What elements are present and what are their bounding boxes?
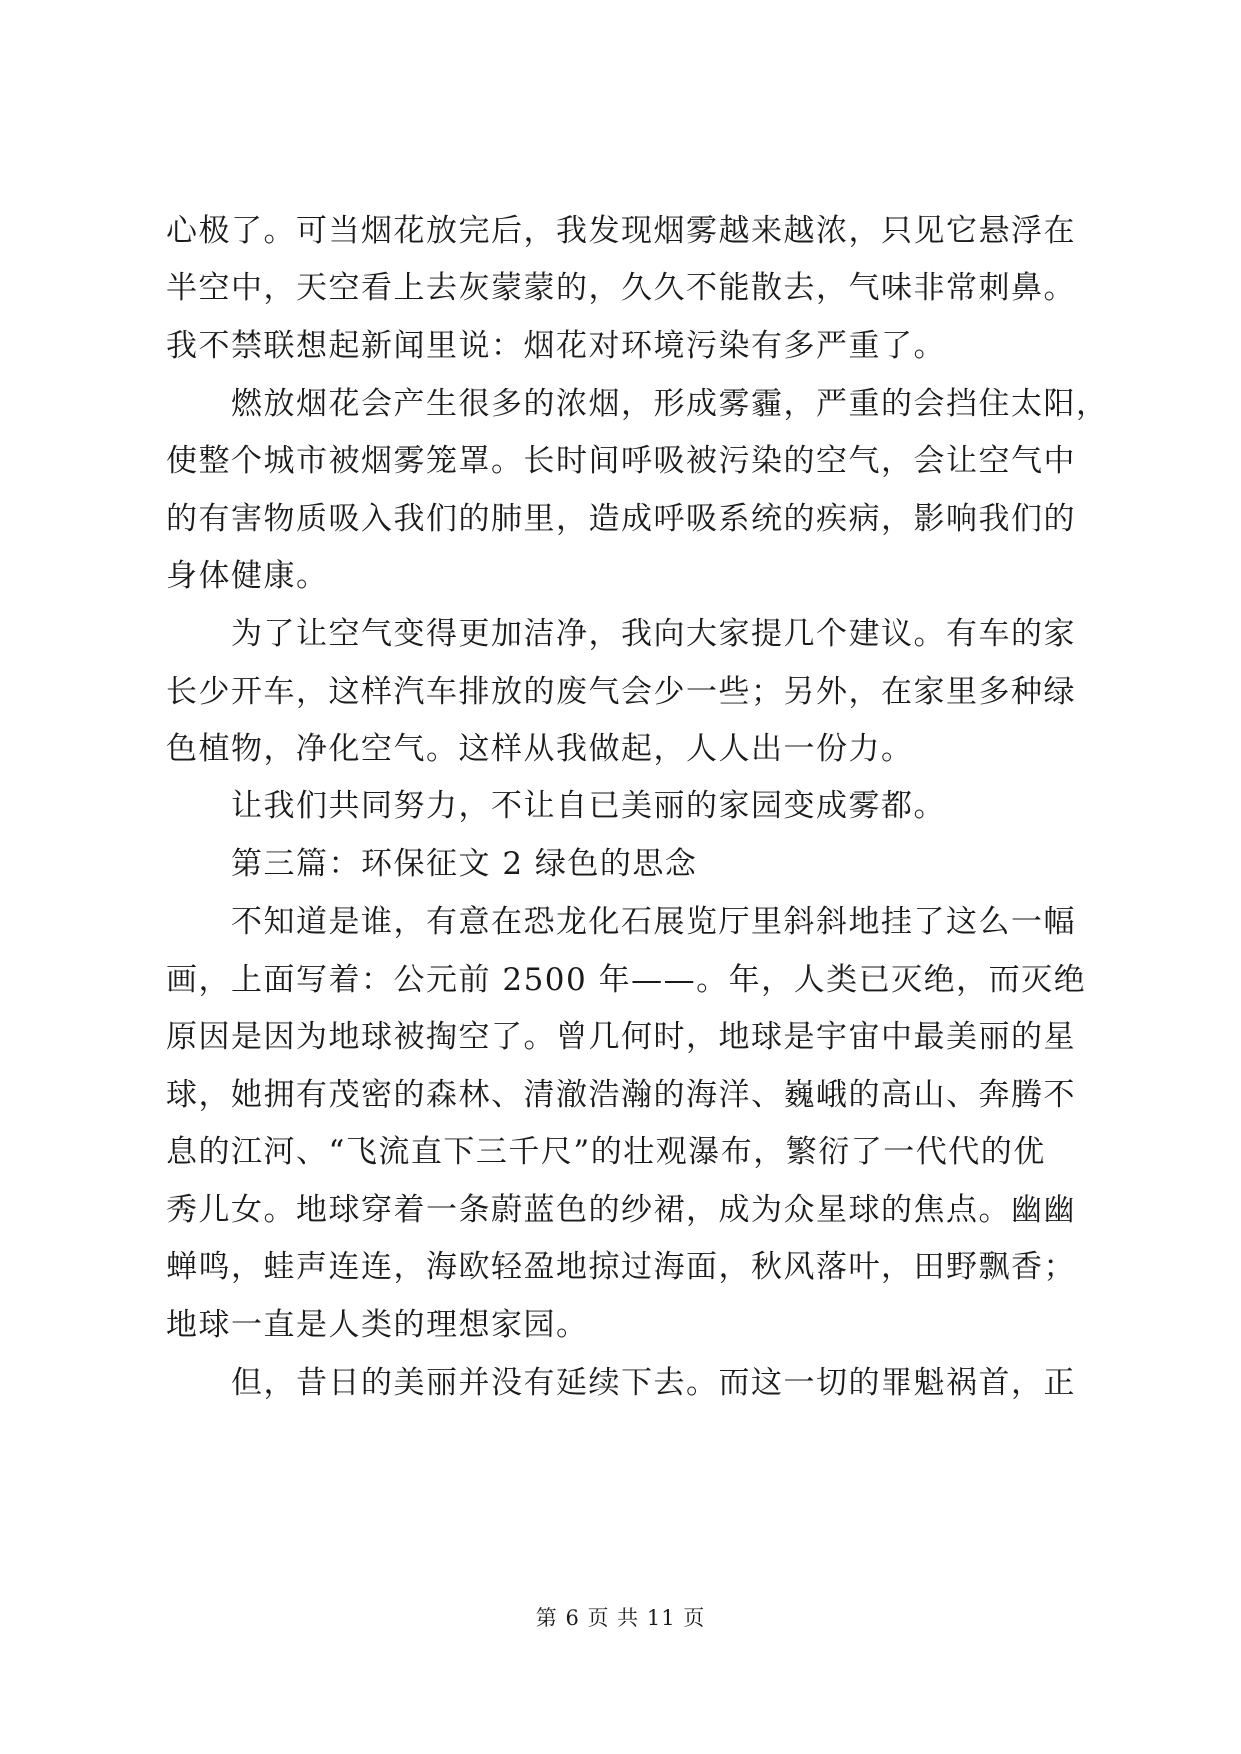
text-line: 不知道是谁，有意在恐龙化石展览厅里斜斜地挂了这么一幅 — [166, 904, 1076, 940]
text-line: 但，昔日的美丽并没有延续下去。而这一切的罪魁祸首，正 — [166, 1365, 1076, 1401]
text-line: 半空中，天空看上去灰蒙蒙的，久久不能散去，气味非常刺鼻。 — [166, 270, 1076, 306]
text-line: 的有害物质吸入我们的肺里，造成呼吸系统的疾病，影响我们的 — [166, 501, 1076, 537]
text-line: 球，她拥有茂密的森林、清澈浩瀚的海洋、巍峨的高山、奔腾不 — [166, 1077, 1076, 1113]
text-line: 地球一直是人类的理想家园。 — [166, 1307, 589, 1343]
text-line: 画，上面写着：公元前 2500 年——。年，人类已灭绝，而灭绝 — [166, 962, 1087, 998]
text-line: 我不禁联想起新闻里说：烟花对环境污染有多严重了。 — [166, 328, 946, 364]
text-line: 蝉鸣，蛙声连连，海欧轻盈地掠过海面，秋风落叶，田野飘香； — [166, 1249, 1076, 1285]
text-line: 燃放烟花会产生很多的浓烟，形成雾霾，严重的会挡住太阳， — [166, 386, 1109, 422]
text-line: 长少开车，这样汽车排放的废气会少一些；另外，在家里多种绿 — [166, 674, 1076, 710]
text-line: 秀儿女。地球穿着一条蔚蓝色的纱裙，成为众星球的焦点。幽幽 — [166, 1192, 1076, 1228]
text-line: 使整个城市被烟雾笼罩。长时间呼吸被污染的空气，会让空气中 — [166, 443, 1076, 479]
section-heading: 第三篇：环保征文 2 绿色的思念 — [166, 846, 698, 882]
text-line: 为了让空气变得更加洁净，我向大家提几个建议。有车的家 — [166, 616, 1076, 652]
text-line: 原因是因为地球被掏空了。曾几何时，地球是宇宙中最美丽的星 — [166, 1019, 1076, 1055]
text-line: 心极了。可当烟花放完后，我发现烟雾越来越浓，只见它悬浮在 — [166, 213, 1076, 249]
text-line: 让我们共同努力，不让自已美丽的家园变成雾都。 — [166, 788, 946, 824]
text-line: 息的江河、“飞流直下三千尺”的壮观瀑布，繁衍了一代代的优 — [166, 1134, 1046, 1170]
text-line: 身体健康。 — [166, 558, 329, 594]
text-line: 色植物，净化空气。这样从我做起，人人出一份力。 — [166, 731, 914, 767]
page-number-footer: 第 6 页 共 11 页 — [535, 1606, 706, 1630]
